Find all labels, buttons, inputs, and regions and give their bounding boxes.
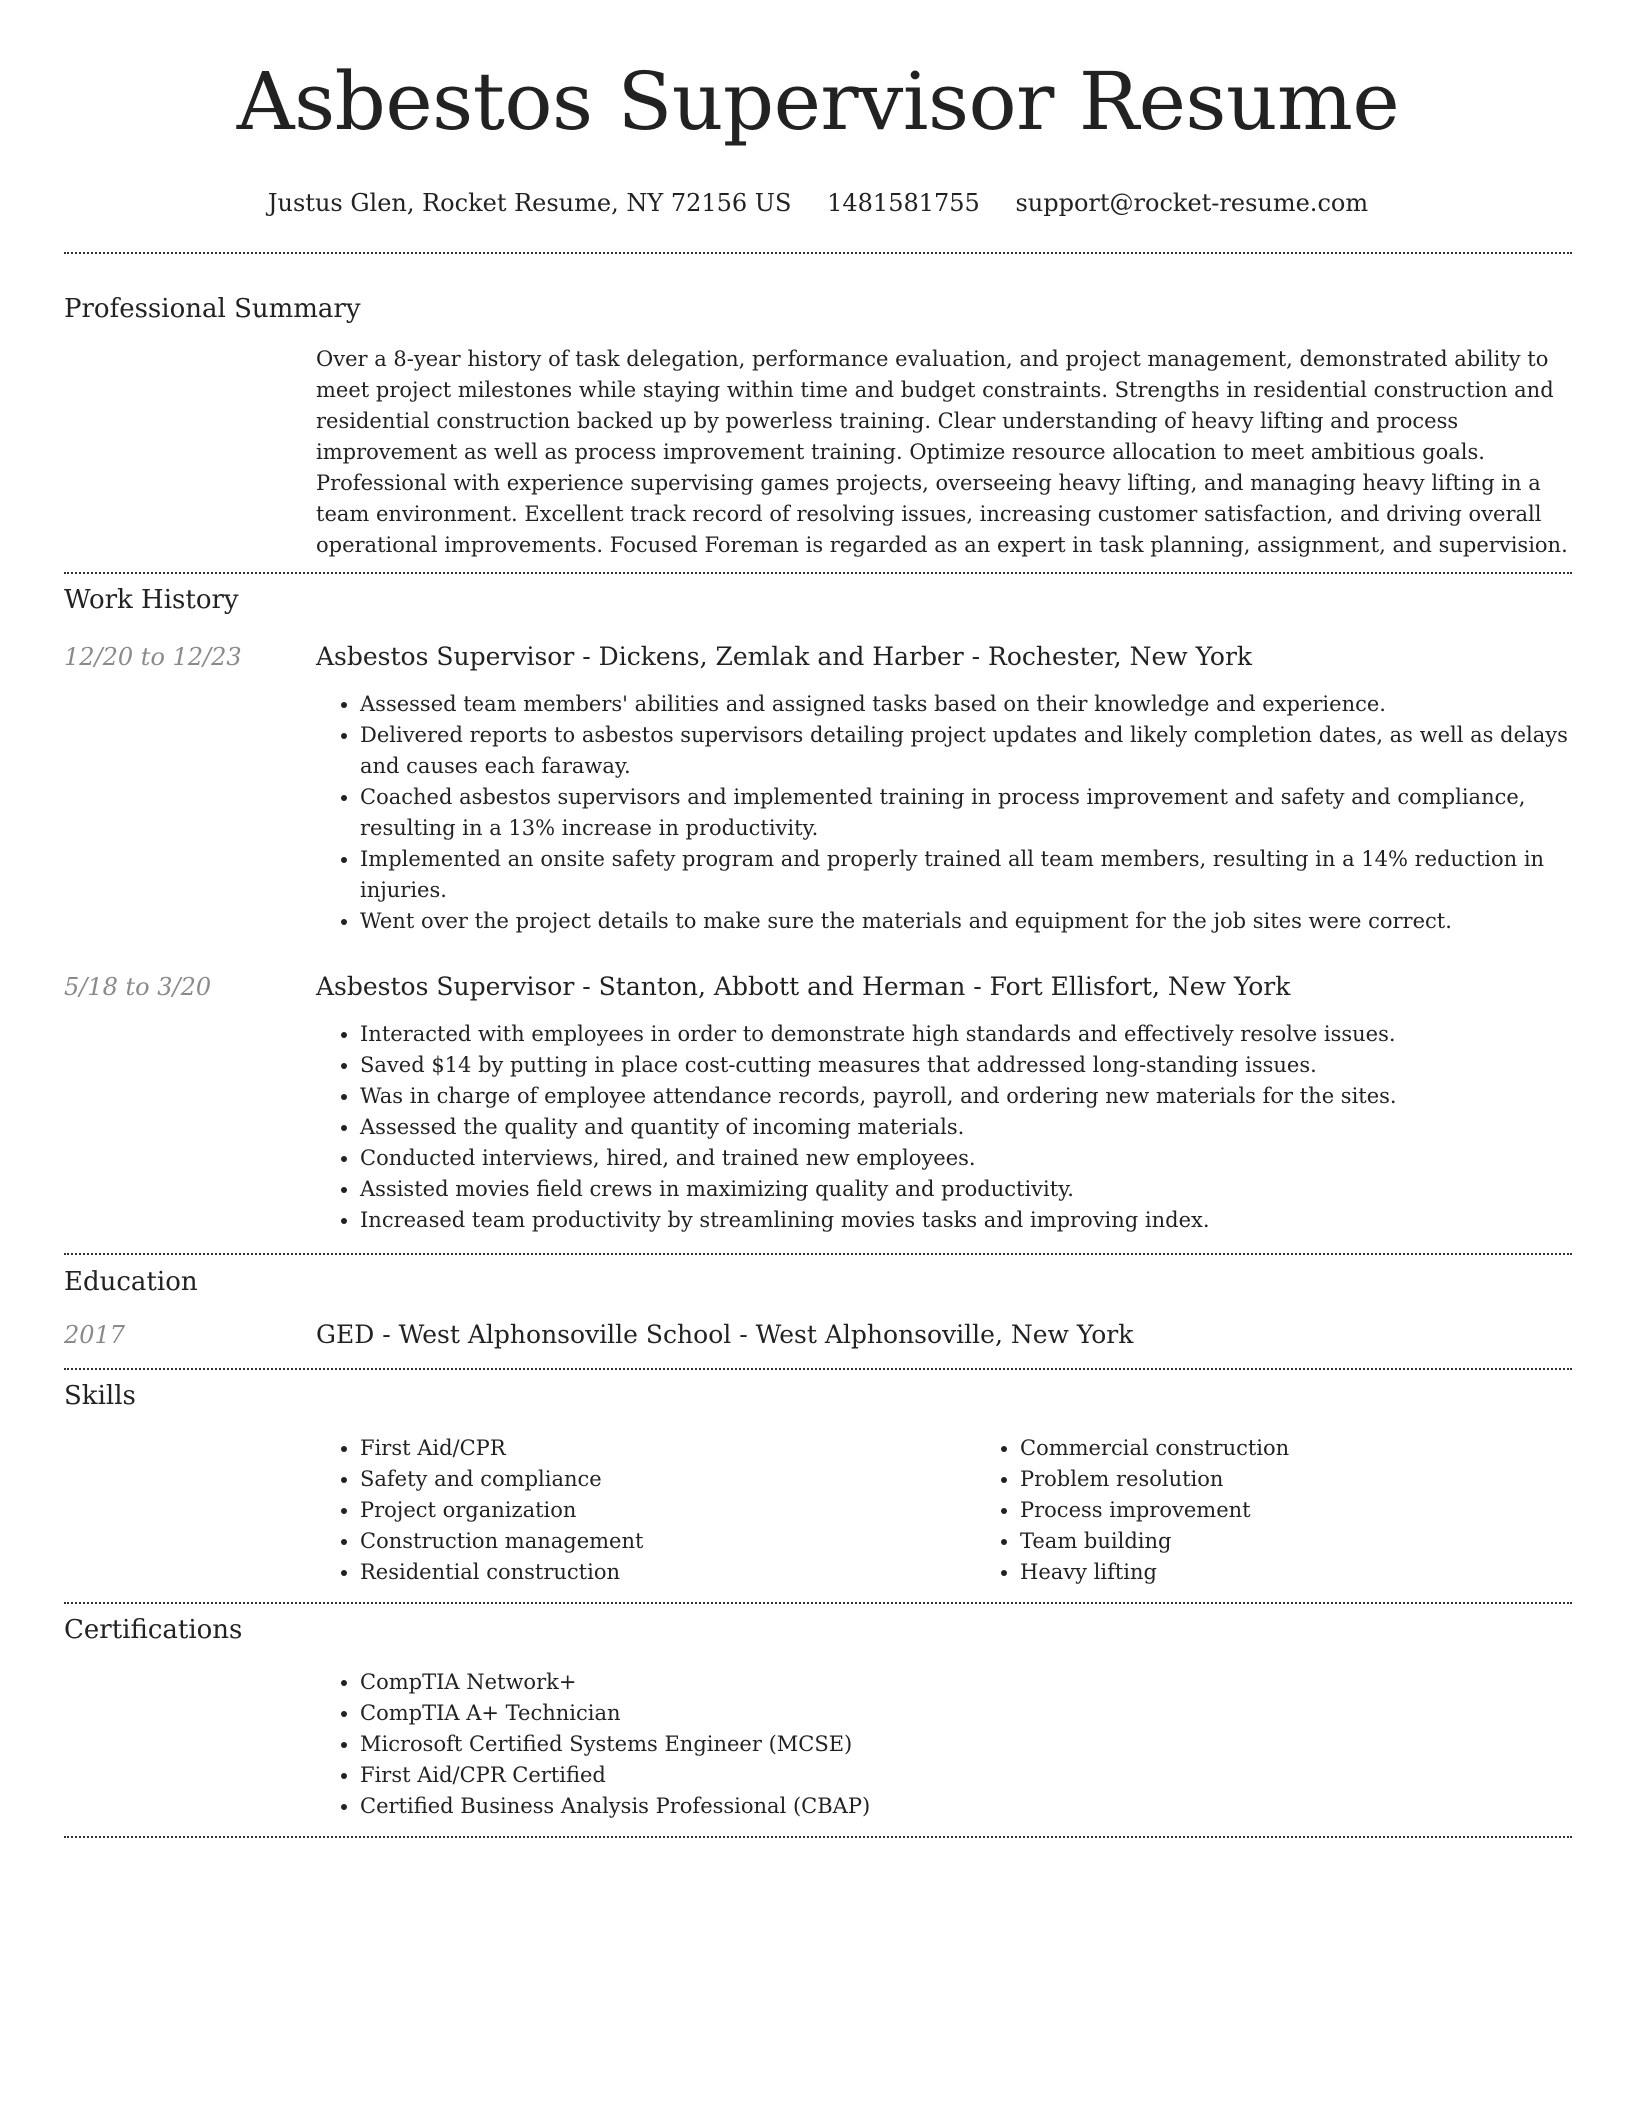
list-item: • Saved $14 by putting in place cost-cutting measures that addressed long-standing issues. [360,1050,1572,1081]
resume-page [64,0,1572,1838]
resume-title: Asbestos Supervisor Resume [236,55,1400,148]
skills-section [64,1379,1572,1588]
education-year: 2017 [64,1321,126,1349]
job-bullets [316,1019,1572,1236]
list-item: • Coached asbestos supervisors and implemented training in process improvement and safety and compliance, resulting in a 13% increase in productivity. [360,782,1572,844]
contact-line [64,188,1572,218]
job-dates: 5/18 to 3/20 [64,973,212,1001]
job-title: Asbestos Supervisor - Stanton, Abbott and Herman - Fort Ellisfort, New York [316,972,1291,1001]
skills-list-right [976,1433,1632,1588]
certification-item: • CompTIA Network+ [360,1667,1572,1698]
job-title: Asbestos Supervisor - Dickens, Zemlak and Harber - Rochester, New York [316,642,1253,671]
divider [64,1253,1572,1255]
education-title: GED - West Alphonsoville School - West Alphonsoville, New York [316,1320,1134,1349]
job-entry [64,971,1572,1236]
work-history-section [64,583,1572,1236]
contact-phone: 1481581755 [827,189,980,217]
certifications-list [316,1667,1572,1822]
list-item: • Delivered reports to asbestos supervisors detailing project updates and likely completion dates, as well as delays and causes each faraway. [360,720,1572,782]
divider [64,252,1572,254]
summary-heading: Professional Summary [64,294,361,324]
job-bullets [316,689,1572,937]
skill-item: • First Aid/CPR [360,1433,976,1464]
work-history-heading: Work History [64,585,239,615]
certifications-section [64,1613,1572,1822]
skill-item: • Commercial construction [1020,1433,1632,1464]
contact-email: support@rocket-resume.com [1015,189,1369,217]
divider [64,1368,1572,1370]
list-item: • Assisted movies field crews in maximizing quality and productivity. [360,1174,1572,1205]
list-item: • Assessed the quality and quantity of incoming materials. [360,1112,1572,1143]
skill-item: • Process improvement [1020,1495,1632,1526]
list-item: • Went over the project details to make sure the materials and equipment for the job sites were correct. [360,906,1572,937]
skill-item: • Team building [1020,1526,1632,1557]
skill-item: • Project organization [360,1495,976,1526]
job-dates: 12/20 to 12/23 [64,643,242,671]
education-heading: Education [64,1267,198,1297]
certification-item: • First Aid/CPR Certified [360,1760,1572,1791]
summary-text: Over a 8-year history of task delegation, performance evaluation, and project management, demonstrated ability to meet project milestones while staying within time and budget constraints. Strengths in residential construction and residential construction backed up by powerless training. Clear understanding of heavy lifting and process improvement as well as process improvement training. Optimize resource allocation to meet ambitious goals. Professional with experience supervising games projects, overseeing heavy lifting, and managing heavy lifting in a team environment. Excellent track record of resolving issues, increasing customer satisfaction, and driving overall operational improvements. Focused Foreman is regarded as an expert in task planning, assignment, and supervision. [316,347,1568,557]
list-item: • Conducted interviews, hired, and trained new employees. [360,1143,1572,1174]
education-section [64,1265,1572,1351]
certifications-heading: Certifications [64,1615,243,1645]
summary-section [64,292,1572,561]
divider [64,572,1572,574]
skill-item: • Construction management [360,1526,976,1557]
skill-item: • Safety and compliance [360,1464,976,1495]
divider [64,1836,1572,1838]
job-entry [64,641,1572,937]
list-item: • Assessed team members' abilities and assigned tasks based on their knowledge and experience. [360,689,1572,720]
certification-item: • Microsoft Certified Systems Engineer (MCSE) [360,1729,1572,1760]
certification-item: • CompTIA A+ Technician [360,1698,1572,1729]
skill-item: • Heavy lifting [1020,1557,1632,1588]
skills-list-left [316,1433,976,1588]
certification-item: • Certified Business Analysis Professional (CBAP) [360,1791,1572,1822]
skills-heading: Skills [64,1381,136,1411]
list-item: • Interacted with employees in order to demonstrate high standards and effectively resolve issues. [360,1019,1572,1050]
list-item: • Implemented an onsite safety program and properly trained all team members, resulting in a 14% reduction in injuries. [360,844,1572,906]
skill-item: • Residential construction [360,1557,976,1588]
list-item: • Increased team productivity by streamlining movies tasks and improving index. [360,1205,1572,1236]
divider [64,1602,1572,1604]
skill-item: • Problem resolution [1020,1464,1632,1495]
contact-address: Justus Glen, Rocket Resume, NY 72156 US [267,189,792,217]
education-entry [64,1319,1572,1351]
list-item: • Was in charge of employee attendance records, payroll, and ordering new materials for the sites. [360,1081,1572,1112]
